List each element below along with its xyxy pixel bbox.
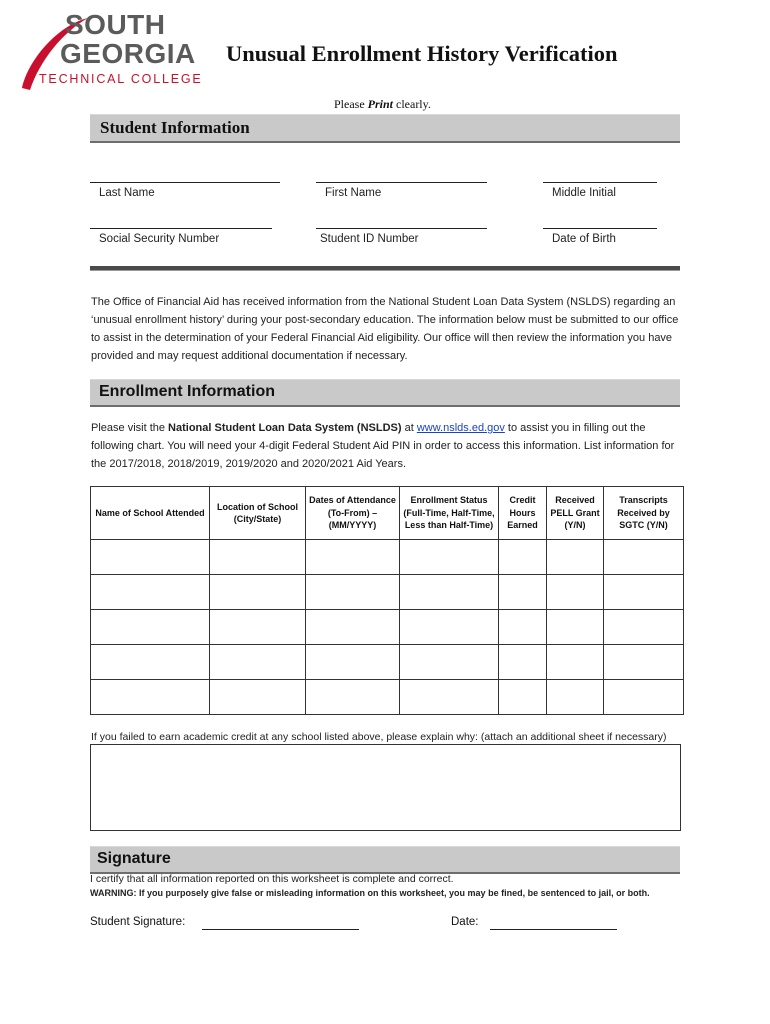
table-cell[interactable] [604,575,684,610]
table-header-row [91,487,684,540]
ssn-field[interactable] [90,228,272,229]
table-cell[interactable] [499,680,547,715]
section-title: Enrollment Information [99,383,275,400]
column-header: Received PELL Grant (Y/N) [547,487,604,540]
print-instruction: Please Print clearly. [334,97,431,111]
enrollment-table [90,486,684,715]
student-id-label: Student ID Number [320,233,419,245]
nslds-notice: The Office of Financial Aid has received information from the National Student Loan Data System (NSLDS) regarding an ‘unusual enrollment history’ during your post-secondary education. The information below must be submitted to our office to assist in the determination of your Federal Financial Aid eligibility. Our office will then review the information you have provided and may request additional documentation if necessary. [91,296,679,362]
ssn-label: Social Security Number [99,233,220,245]
last-name-field[interactable] [90,182,280,183]
first-name-field[interactable] [316,182,487,183]
column-header: Name of School Attended [91,487,210,540]
column-header: Enrollment Status (Full-Time, Half-Time, Less than Half-Time) [400,487,499,540]
table-cell[interactable] [604,645,684,680]
table-cell[interactable] [306,540,400,575]
table-row [91,645,684,680]
table-cell[interactable] [91,575,210,610]
date-label: Date: [451,916,479,928]
table-cell[interactable] [400,680,499,715]
table-cell[interactable] [547,610,604,645]
table-cell[interactable] [400,610,499,645]
section-title: Signature [97,850,171,867]
table-cell[interactable] [604,680,684,715]
date-of-birth-field[interactable] [543,228,657,229]
table-cell[interactable] [400,575,499,610]
table-cell[interactable] [210,540,306,575]
column-header: Location of School (City/State) [210,487,306,540]
last-name-label: Last Name [99,187,155,199]
student-id-field[interactable] [316,228,487,229]
table-cell[interactable] [91,680,210,715]
table-cell[interactable] [499,575,547,610]
table-cell[interactable] [210,645,306,680]
logo-line-technical-college: TECHNICAL COLLEGE [39,72,203,86]
first-name-label: First Name [325,187,382,199]
table-cell[interactable] [306,610,400,645]
table-cell[interactable] [91,645,210,680]
enrollment-information-header [90,379,680,407]
table-cell[interactable] [400,540,499,575]
date-of-birth-label: Date of Birth [552,233,616,245]
student-signature-field[interactable] [202,929,359,930]
table-cell[interactable] [499,540,547,575]
table-cell[interactable] [91,540,210,575]
nslds-link[interactable]: www.nslds.ed.gov [416,422,505,434]
certification-statement: I certify that all information reported on this worksheet is complete and correct. [90,873,454,885]
logo-line-south: SOUTH [65,9,166,40]
column-header: Transcripts Received by SGTC (Y/N) [604,487,684,540]
table-cell[interactable] [210,575,306,610]
table-cell[interactable] [604,610,684,645]
table-cell[interactable] [547,575,604,610]
date-field[interactable] [490,929,617,930]
section-title: Student Information [100,118,250,137]
section-divider [90,266,680,271]
table-cell[interactable] [306,645,400,680]
table-cell[interactable] [306,680,400,715]
page-title: Unusual Enrollment History Verification [226,41,618,66]
table-cell[interactable] [547,645,604,680]
enrollment-instructions: Please visit the National Student Loan Data System (NSLDS) at www.nslds.ed.gov to assist you in filling out the following chart. You will need your 4-digit Federal Student Aid PIN in order to access this information. List information for the 2017/2018, 2018/2019, 2019/2020 and 2020/2021 Aid Years. [91,422,675,470]
middle-initial-label: Middle Initial [552,187,616,199]
middle-initial-field[interactable] [543,182,657,183]
table-cell[interactable] [604,540,684,575]
explanation-instruction: If you failed to earn academic credit at any school listed above, please explain why: (attach an additional sheet if necessary) [91,731,667,743]
table-cell[interactable] [91,610,210,645]
table-row [91,610,684,645]
column-header: Credit Hours Earned [499,487,547,540]
student-information-header [90,114,680,143]
table-cell[interactable] [499,645,547,680]
table-cell[interactable] [306,575,400,610]
table-cell[interactable] [400,645,499,680]
signature-header [90,846,680,874]
logo-line-georgia: GEORGIA [60,38,196,69]
table-cell[interactable] [547,680,604,715]
student-signature-label: Student Signature: [90,916,186,928]
table-cell[interactable] [499,610,547,645]
table-row [91,575,684,610]
table-row [91,680,684,715]
table-cell[interactable] [210,680,306,715]
table-row [91,540,684,575]
warning-statement: WARNING: If you purposely give false or misleading information on this worksheet, you may be fined, be sentenced to jail, or both. [90,888,650,898]
table-cell[interactable] [210,610,306,645]
table-cell[interactable] [547,540,604,575]
explanation-textarea[interactable] [90,744,681,831]
column-header: Dates of Attendance (To-From) – (MM/YYYY) [306,487,400,540]
